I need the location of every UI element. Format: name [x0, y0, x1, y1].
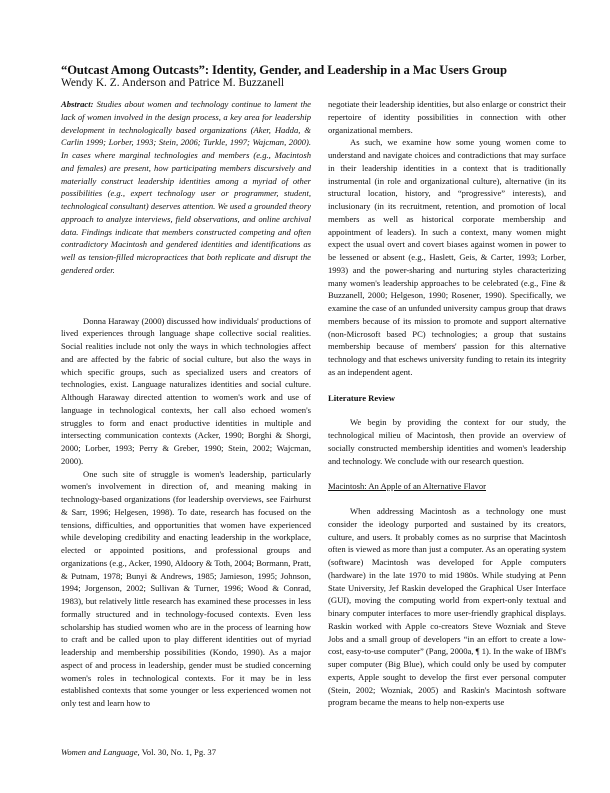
- abstract-label: Abstract:: [61, 99, 94, 109]
- body-paragraph: One such site of struggle is women's leadership, particularly women's involvement in direction of, and meaning making in technology-based organizations (for leadership overviews, see Fairhurst & Sarr, 1996; Helgesen, 1998). To date, research has focused on the tensions, difficulties, and opportunities that women have experienced while developing credibility and enacting leadership in the workplace, elected or appointed positions, and professional groups and organizations (e.g., Acker, 1990, Aldoory & Toth, 2004; Bormann, Pratt, & Putnam, 1978; Bunyi & Andrews, 1985; Jamieson, 1995; Johnson, 1994; Jorgenson, 2002; Sullivan & Turner, 1996; Wood & Conrad, 1983), but relatively little research has examined these processes in less formally structured and in technology-focused contexts. Even less scholarship has studied women who are in the process of learning how to craft and be called upon to play different identities out of myriad leadership and membership possibilities (Kondo, 1990). As a major aspect of and process in leadership, gender must be studied concerning women's roles in technological contexts. For it may be in less established contexts that some younger or less experienced women not only test and learn how to: [61, 468, 311, 708]
- left-column: [61, 98, 311, 710]
- body-paragraph: When addressing Macintosh as a technology one must consider the ideology purported and sustained by its creators, culture, and users. It probably comes as no surprise that Macintosh often is viewed as more than just a computer. As an operating system (software) Macintosh was developed for Apple computers (hardware) in the late 1970 to mid 1980s. While studying at Penn State University, Jef Raskin developed the Graphical User Interface (GUI), moving the computing world from expert-only textual and binary computer interfaces to more user-friendly graphical displays. Raskin worked with Apple co-creators Steve Wozniak and Steve Jobs and a small group of developers “in an effort to create a low-cost, easy-to-use computer” (Pang, 2000a, ¶ 1). In the wake of IBM's super computer (Big Blue), which could only be used by computer experts, Apple sought to develop the first ever personal computer (Stein, 2002; Wozniak, 2005) and Raskin's Macintosh software program became the means to help non-experts use: [328, 506, 566, 708]
- right-column: [328, 98, 566, 709]
- abstract-text: Studies about women and technology continue to lament the lack of women involved in the design process, a key area for leadership development in technologically based organizations (Aker, Hadda, & Carlin 1999; Lorber, 1993; Stein, 2006; Turkle, 1997; Wajcman, 2000). In cases where marginal technologies and members (e.g., Macintosh and females) are present, how participating members discursively and materially construct leadership identities among a myriad of other possibilities (e.g., expert technology user or programmer, student, technological consultant) deserves attention. We used a grounded theory approach to analyze interviews, field observations, and online archival data. Findings indicate that members constructed competing and often contradictory Macintosh and gendered identities and identifications as well as tension-filled micropractices that both replicate and disrupt the gendered order.: [61, 99, 311, 275]
- page-footer: [61, 747, 216, 757]
- section-heading: Literature Review: [328, 392, 395, 403]
- body-paragraph: negotiate their leadership identities, but also enlarge or constrict their repertoire of identity possibilities in connection with other organizational members.: [328, 99, 567, 135]
- body-paragraph: Donna Haraway (2000) discussed how individuals' productions of lived experiences through language shape collective social realities. Social realities include not only the ways in which technologies affect and are affected by the fabric of social culture, but also the ways in which specific groups, such as specialized users and creators of technologies, exist. Language naturalizes identities and social culture. Although Haraway directed attention to women's work and use of language in technological contexts, her call also echoed women's struggles to form and enact productive identities in multiple and intersecting communication contexts (Acker, 1990; Borghi & Shorgi, 2000; Lorber, 1993; Perry & Greber, 1990; Stein, 2002; Wajcman, 2000).: [61, 315, 311, 466]
- paper-authors: Wendy K. Z. Anderson and Patrice M. Buzzanell: [61, 77, 285, 89]
- journal-name: Women and Language,: [61, 747, 140, 757]
- body-paragraph: We begin by providing the context for our study, the technological milieu of Macintosh, then provide an overview of socially constructed membership identities and women's leadership and technology. We conclude with our research question.: [328, 417, 566, 466]
- subsection-heading: Macintosh: An Apple of an Alternative Flavor: [328, 481, 487, 492]
- citation: Vol. 30, No. 1, Pg. 37: [139, 747, 217, 757]
- spacer: [61, 277, 311, 315]
- abstract: [61, 98, 311, 277]
- body-paragraph: As such, we examine how some young women come to understand and navigate choices and contradictions that may surface in their leadership identities in a context that is traditionally instrumental (in role and organizational culture), alternative (in its structural location, history, and “progressive” interests), and inclusionary (in its recruitment, retention, and promotion of local members as well as historical corporate membership and appointment of leaders). In such a context, many women might expect the usual overt and covert biases against women in power to be lessened or absent (e.g., Haslett, Geis, & Carter, 1993; Lorber, 1993) and the power-sharing and nurturing styles characterizing many women's leadership approaches to be celebrated (e.g., Fine & Buzzanell, 2000; Helgeson, 1990; Rosener, 1990). Specifically, we examine the case of an unfunded university campus group that draws members because of its mission to promote and support alternative (non-Microsoft based PC) technologies; a group that sustains membership because of members' passion for this alternative technology and that eschews university funding to retain its integrity as an independent agent.: [328, 137, 566, 377]
- paper-title: “Outcast Among Outcasts”: Identity, Gender, and Leadership in a Mac Users Group: [61, 63, 507, 77]
